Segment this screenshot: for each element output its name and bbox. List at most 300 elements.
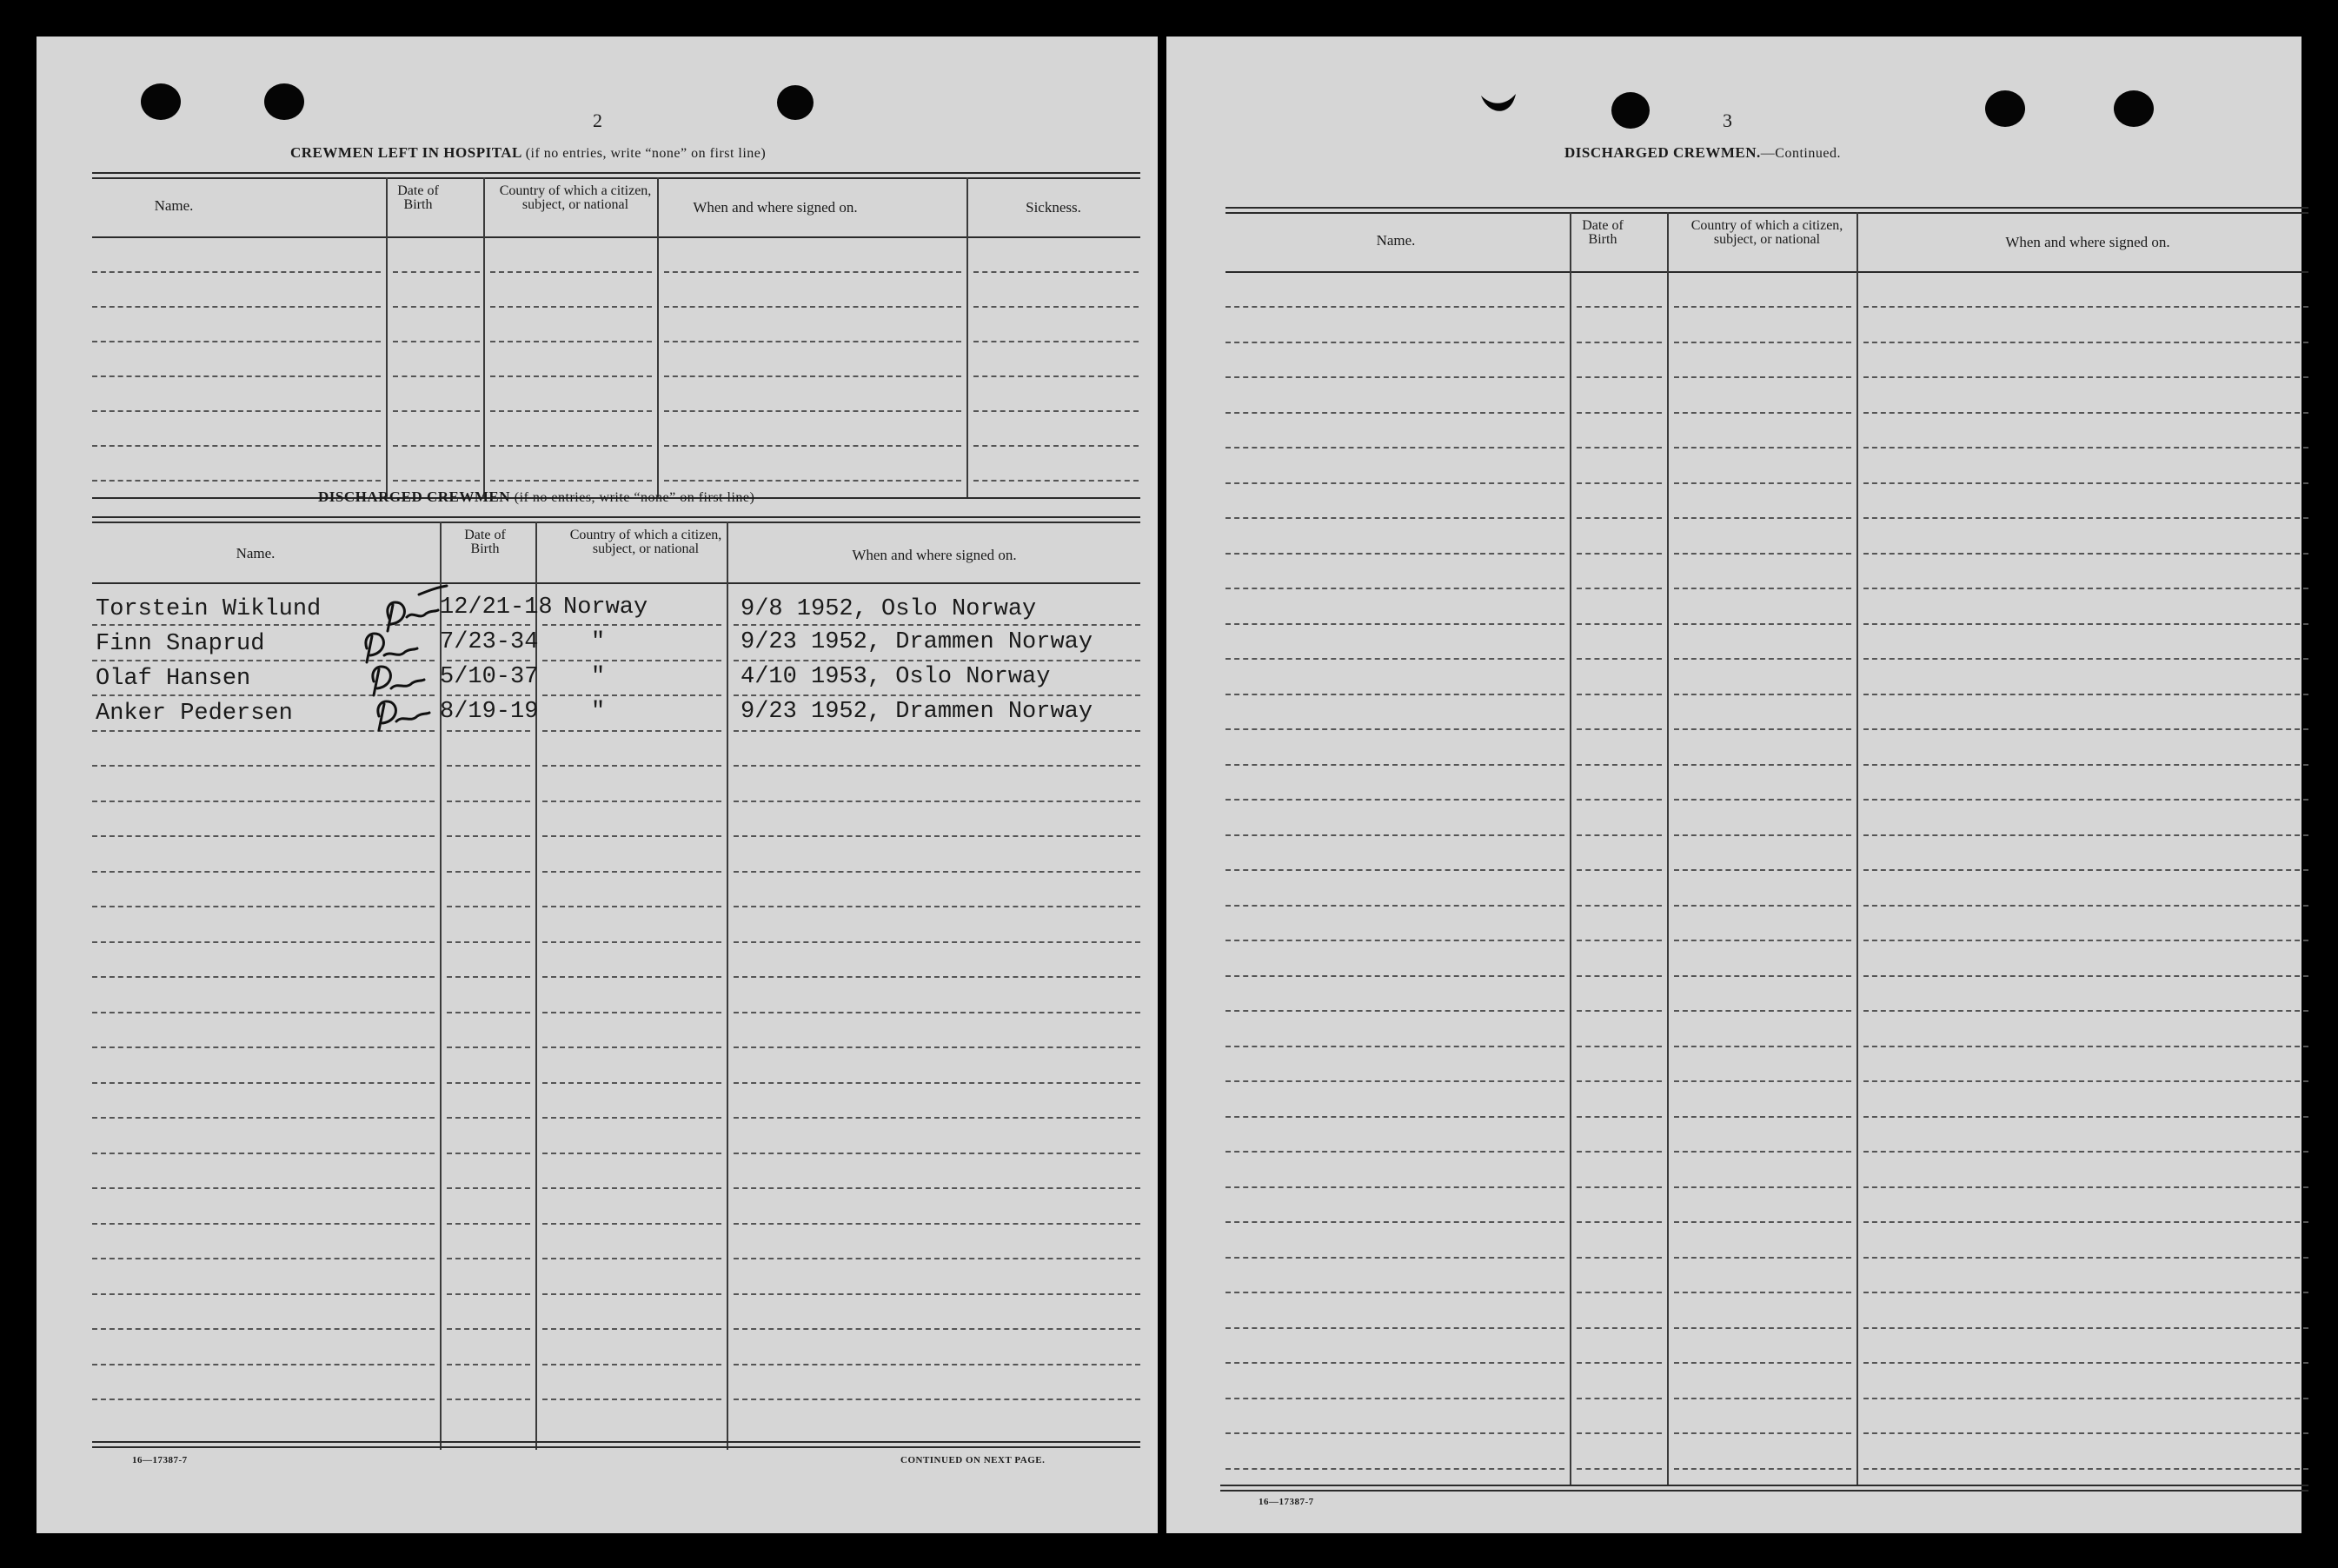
punch-hole xyxy=(264,83,304,120)
ruled-line xyxy=(542,1258,721,1259)
ruled-line xyxy=(393,306,480,308)
ruled-line xyxy=(1674,905,1851,907)
ruled-line xyxy=(1225,306,1564,308)
ruled-line xyxy=(92,1046,435,1048)
ruled-line xyxy=(1225,517,1564,519)
ruled-line xyxy=(1577,1257,1662,1259)
ruled-line xyxy=(1863,694,2308,695)
ruled-line xyxy=(1225,1010,1564,1012)
ruled-line xyxy=(542,1364,721,1365)
ruled-line xyxy=(1577,1221,1662,1223)
ruled-line xyxy=(1674,799,1851,801)
ruled-line xyxy=(92,480,381,482)
ruled-line xyxy=(1863,588,2308,589)
ruled-line xyxy=(1863,1010,2308,1012)
ruled-line xyxy=(973,410,1139,412)
ruled-line xyxy=(1863,1221,2308,1223)
ruled-line xyxy=(973,306,1139,308)
ruled-line xyxy=(1225,623,1564,625)
title-text: DISCHARGED CREWMEN. xyxy=(1564,144,1761,161)
crew-dob: 8/19-19 xyxy=(440,699,539,725)
ruled-line xyxy=(1577,658,1662,660)
punch-hole xyxy=(1479,89,1518,118)
ruled-line xyxy=(1674,869,1851,871)
hospital-header-signed: When and where signed on. xyxy=(693,199,858,216)
ruled-line xyxy=(1674,412,1851,414)
ruled-line xyxy=(1577,1292,1662,1293)
ruled-line xyxy=(1674,1221,1851,1223)
ruled-line xyxy=(1577,588,1662,589)
ruled-line xyxy=(664,271,961,273)
ruled-line xyxy=(1577,1398,1662,1399)
ruled-line xyxy=(1225,905,1564,907)
ruled-line xyxy=(1674,623,1851,625)
ruled-line xyxy=(447,1153,530,1154)
ruled-line xyxy=(1577,905,1662,907)
ruled-line xyxy=(1863,376,2308,378)
ruled-line xyxy=(1577,764,1662,766)
ruled-line xyxy=(1577,447,1662,448)
right-form-page xyxy=(1166,37,2301,1533)
ruled-line xyxy=(1674,694,1851,695)
ruled-line xyxy=(664,306,961,308)
ruled-line xyxy=(1577,1116,1662,1118)
ruled-line xyxy=(1577,517,1662,519)
ruled-line xyxy=(664,341,961,342)
ruled-line xyxy=(490,375,652,377)
ruled-line xyxy=(664,410,961,412)
ruled-line xyxy=(447,1046,530,1048)
ruled-line xyxy=(734,1293,1140,1295)
ruled-line xyxy=(92,1364,435,1365)
ruled-line xyxy=(542,1153,721,1154)
ruled-line xyxy=(92,1328,435,1330)
ruled-line xyxy=(1225,975,1564,977)
ruled-line xyxy=(92,1223,435,1225)
ruled-line xyxy=(447,906,530,907)
ruled-line xyxy=(1225,1362,1564,1364)
ruled-line xyxy=(734,906,1140,907)
ruled-line xyxy=(1225,1432,1564,1434)
ruled-line xyxy=(447,1187,530,1189)
ruled-line xyxy=(393,410,480,412)
ruled-line xyxy=(1863,1362,2308,1364)
ruled-line xyxy=(447,1117,530,1119)
crew-country: " xyxy=(591,664,606,690)
ruled-line xyxy=(973,480,1139,482)
ruled-line xyxy=(447,1012,530,1013)
hospital-title-note: (if no entries, write “none” on first line) xyxy=(525,146,767,161)
ruled-line xyxy=(92,1293,435,1295)
ruled-line xyxy=(92,1153,435,1154)
ruled-line xyxy=(393,480,480,482)
ruled-line xyxy=(1674,1327,1851,1329)
ruled-line xyxy=(1225,1046,1564,1047)
ruled-line xyxy=(542,941,721,943)
ruled-line xyxy=(1674,553,1851,555)
ruled-line xyxy=(92,410,381,412)
page-number: 2 xyxy=(593,110,602,131)
punch-hole xyxy=(2114,90,2154,127)
ruled-line xyxy=(1674,728,1851,730)
ruled-line xyxy=(1577,553,1662,555)
ruled-line xyxy=(734,624,1140,626)
ruled-line xyxy=(1577,728,1662,730)
ruled-line xyxy=(92,271,381,273)
ruled-line xyxy=(542,1012,721,1013)
ruled-line xyxy=(1674,1257,1851,1259)
ruled-line xyxy=(92,1187,435,1189)
ruled-line xyxy=(542,1117,721,1119)
crew-signed-on: 9/23 1952, Drammen Norway xyxy=(741,699,1093,725)
ruled-line xyxy=(1225,694,1564,695)
handwritten-marks xyxy=(332,568,462,777)
ruled-line xyxy=(542,1328,721,1330)
ruled-line xyxy=(1863,799,2308,801)
ruled-line xyxy=(1577,1080,1662,1082)
ruled-line xyxy=(734,694,1140,696)
ruled-line xyxy=(734,1046,1140,1048)
ruled-line xyxy=(1225,482,1564,484)
ruled-line xyxy=(734,1012,1140,1013)
ruled-line xyxy=(1674,1292,1851,1293)
ruled-line xyxy=(490,341,652,342)
crew-signed-on: 9/23 1952, Drammen Norway xyxy=(741,629,1093,655)
ruled-line xyxy=(1577,1327,1662,1329)
ruled-line xyxy=(1225,728,1564,730)
ruled-line xyxy=(1674,1398,1851,1399)
punch-hole xyxy=(1611,92,1650,129)
ruled-line xyxy=(447,1399,530,1400)
ruled-line xyxy=(1225,799,1564,801)
ruled-line xyxy=(1674,342,1851,343)
ruled-line xyxy=(1225,1468,1564,1470)
ruled-line xyxy=(973,271,1139,273)
ruled-line xyxy=(1863,1151,2308,1153)
ruled-line xyxy=(447,1223,530,1225)
ruled-line xyxy=(447,835,530,837)
ruled-line xyxy=(542,1187,721,1189)
ruled-line xyxy=(1577,482,1662,484)
ruled-line xyxy=(1863,1080,2308,1082)
ruled-line xyxy=(447,1328,530,1330)
crew-name: Finn Snaprud xyxy=(96,631,265,657)
ruled-line xyxy=(1225,1116,1564,1118)
ruled-line xyxy=(1577,376,1662,378)
ruled-line xyxy=(1577,1432,1662,1434)
ruled-line xyxy=(1674,447,1851,448)
ruled-line xyxy=(1577,975,1662,977)
ruled-line xyxy=(1577,306,1662,308)
ruled-line xyxy=(734,835,1140,837)
ruled-line xyxy=(1225,1080,1564,1082)
ruled-line xyxy=(1225,412,1564,414)
punch-hole xyxy=(777,85,814,120)
ruled-line xyxy=(92,375,381,377)
ruled-line xyxy=(490,306,652,308)
ruled-line xyxy=(1674,658,1851,660)
crew-country: " xyxy=(591,699,606,725)
ruled-line xyxy=(92,871,435,873)
ruled-line xyxy=(542,1399,721,1400)
ruled-line xyxy=(92,1258,435,1259)
ruled-line xyxy=(1674,1046,1851,1047)
ruled-line xyxy=(1863,1046,2308,1047)
ruled-line xyxy=(1577,623,1662,625)
ruled-line xyxy=(542,1223,721,1225)
ruled-line xyxy=(734,1153,1140,1154)
ruled-line xyxy=(734,765,1140,767)
ruled-line xyxy=(490,445,652,447)
crew-name: Anker Pedersen xyxy=(96,701,293,727)
ruled-line xyxy=(1577,1046,1662,1047)
ruled-line xyxy=(1225,940,1564,941)
ruled-line xyxy=(1863,975,2308,977)
ruled-line xyxy=(1674,1432,1851,1434)
ruled-line xyxy=(542,1082,721,1084)
ruled-line xyxy=(1577,412,1662,414)
ruled-line xyxy=(447,801,530,802)
ruled-line xyxy=(1225,1327,1564,1329)
ruled-line xyxy=(1674,1468,1851,1470)
ruled-line xyxy=(1863,728,2308,730)
ruled-line xyxy=(1674,940,1851,941)
ruled-line xyxy=(1674,588,1851,589)
ruled-line xyxy=(1225,376,1564,378)
ruled-line xyxy=(1674,1151,1851,1153)
title-continued: —Continued. xyxy=(1760,146,1841,161)
ruled-line xyxy=(1674,1010,1851,1012)
ruled-line xyxy=(734,660,1140,661)
hospital-header-sickness: Sickness. xyxy=(1026,199,1081,216)
ruled-line xyxy=(1577,799,1662,801)
ruled-line xyxy=(1674,482,1851,484)
ruled-line xyxy=(1225,1151,1564,1153)
ruled-line xyxy=(1863,869,2308,871)
ruled-line xyxy=(1577,694,1662,695)
ruled-line xyxy=(542,694,721,696)
crew-dob: 7/23-34 xyxy=(440,629,539,655)
ruled-line xyxy=(664,445,961,447)
ruled-line xyxy=(664,480,961,482)
ruled-line xyxy=(734,1328,1140,1330)
ruled-line xyxy=(1674,1186,1851,1188)
ruled-line xyxy=(1863,1186,2308,1188)
crew-dob: 12/21-18 xyxy=(440,595,553,621)
ruled-line xyxy=(1225,1257,1564,1259)
ruled-line xyxy=(92,341,381,342)
ruled-line xyxy=(734,1082,1140,1084)
ruled-line xyxy=(1863,1257,2308,1259)
ruled-line xyxy=(92,1117,435,1119)
ruled-line xyxy=(734,1258,1140,1259)
ruled-line xyxy=(1674,306,1851,308)
ruled-line xyxy=(1674,1080,1851,1082)
header-dob: Date of Birth xyxy=(1582,218,1624,247)
ruled-line xyxy=(542,624,721,626)
ruled-line xyxy=(92,976,435,978)
ruled-line xyxy=(973,341,1139,342)
ruled-line xyxy=(1863,1116,2308,1118)
ruled-line xyxy=(490,480,652,482)
ruled-line xyxy=(973,445,1139,447)
ruled-line xyxy=(92,445,381,447)
hospital-title-text: CREWMEN LEFT IN HOSPITAL xyxy=(290,144,521,161)
hospital-section-title xyxy=(290,144,766,162)
ruled-line xyxy=(734,871,1140,873)
discharged-header-dob: Date of Birth xyxy=(464,528,506,556)
page-number: 3 xyxy=(1723,110,1732,131)
ruled-line xyxy=(447,1293,530,1295)
ruled-line xyxy=(1225,447,1564,448)
ruled-line xyxy=(1225,1186,1564,1188)
ruled-line xyxy=(1577,1186,1662,1188)
ruled-line xyxy=(1225,1221,1564,1223)
ruled-line xyxy=(1863,834,2308,836)
ruled-line xyxy=(1674,1362,1851,1364)
ruled-line xyxy=(734,941,1140,943)
ruled-line xyxy=(1225,588,1564,589)
ruled-line xyxy=(1225,553,1564,555)
ruled-line xyxy=(542,976,721,978)
ruled-line xyxy=(1863,1432,2308,1434)
discharged-continued-title xyxy=(1564,144,1841,162)
header-signed: When and where signed on. xyxy=(2005,234,2170,250)
ruled-line xyxy=(447,941,530,943)
crew-signed-on: 9/8 1952, Oslo Norway xyxy=(741,596,1037,622)
ruled-line xyxy=(664,375,961,377)
ruled-line xyxy=(393,375,480,377)
ruled-line xyxy=(734,1117,1140,1119)
ruled-line xyxy=(542,906,721,907)
ruled-line xyxy=(1863,517,2308,519)
ruled-line xyxy=(1225,1398,1564,1399)
hospital-header-name: Name. xyxy=(154,197,194,214)
ruled-line xyxy=(973,375,1139,377)
discharged-header-name: Name. xyxy=(236,545,276,561)
crew-signed-on: 4/10 1953, Oslo Norway xyxy=(741,664,1051,690)
ruled-line xyxy=(1577,342,1662,343)
hospital-header-country: Country of which a citizen, subject, or national xyxy=(499,183,652,212)
ruled-line xyxy=(734,976,1140,978)
ruled-line xyxy=(542,1293,721,1295)
ruled-line xyxy=(92,801,435,802)
ruled-line xyxy=(1863,1398,2308,1399)
ruled-line xyxy=(1863,1327,2308,1329)
ruled-line xyxy=(542,1046,721,1048)
crew-country: Norway xyxy=(563,595,648,621)
ruled-line xyxy=(1577,1362,1662,1364)
ruled-line xyxy=(1225,869,1564,871)
discharged-header-signed: When and where signed on. xyxy=(852,547,1017,563)
ruled-line xyxy=(393,445,480,447)
ruled-line xyxy=(92,1012,435,1013)
ruled-line xyxy=(92,1082,435,1084)
ruled-line xyxy=(92,941,435,943)
ruled-line xyxy=(1863,447,2308,448)
ruled-line xyxy=(1577,1010,1662,1012)
ruled-line xyxy=(1225,1292,1564,1293)
ruled-line xyxy=(1674,376,1851,378)
ruled-line xyxy=(1863,1468,2308,1470)
ruled-line xyxy=(92,306,381,308)
ruled-line xyxy=(1225,834,1564,836)
ruled-line xyxy=(1674,764,1851,766)
form-number: 16—17387-7 xyxy=(1259,1497,1314,1507)
ruled-line xyxy=(1863,553,2308,555)
ruled-line xyxy=(1577,1468,1662,1470)
crew-name: Torstein Wiklund xyxy=(96,596,322,622)
ruled-line xyxy=(1863,306,2308,308)
ruled-line xyxy=(734,1364,1140,1365)
ruled-line xyxy=(1674,834,1851,836)
ruled-line xyxy=(1225,658,1564,660)
ruled-line xyxy=(734,801,1140,802)
crew-name: Olaf Hansen xyxy=(96,666,251,692)
ruled-line xyxy=(447,1364,530,1365)
ruled-line xyxy=(1863,482,2308,484)
punch-hole xyxy=(141,83,181,120)
ruled-line xyxy=(1225,764,1564,766)
ruled-line xyxy=(734,1399,1140,1400)
ruled-line xyxy=(542,730,721,732)
ruled-line xyxy=(1863,1292,2308,1293)
ruled-line xyxy=(1863,412,2308,414)
ruled-line xyxy=(1577,940,1662,941)
ruled-line xyxy=(542,871,721,873)
discharged-section-title xyxy=(318,488,754,506)
ruled-line xyxy=(1577,1151,1662,1153)
ruled-line xyxy=(490,271,652,273)
ruled-line xyxy=(1863,623,2308,625)
ruled-line xyxy=(542,660,721,661)
ruled-line xyxy=(1577,834,1662,836)
discharged-header-country: Country of which a citizen, subject, or national xyxy=(569,528,722,556)
ruled-line xyxy=(1863,940,2308,941)
hospital-header-dob: Date of Birth xyxy=(397,183,439,212)
ruled-line xyxy=(447,976,530,978)
left-form-page xyxy=(37,37,1158,1533)
ruled-line xyxy=(1225,342,1564,343)
ruled-line xyxy=(1863,342,2308,343)
header-country: Country of which a citizen, subject, or national xyxy=(1690,218,1843,247)
ruled-line xyxy=(542,801,721,802)
ruled-line xyxy=(1674,1116,1851,1118)
header-name: Name. xyxy=(1376,232,1416,249)
ruled-line xyxy=(490,410,652,412)
ruled-line xyxy=(542,835,721,837)
ruled-line xyxy=(1577,869,1662,871)
discharged-title-text: DISCHARGED CREWMEN xyxy=(318,488,511,505)
ruled-line xyxy=(447,871,530,873)
ruled-line xyxy=(393,271,480,273)
ruled-line xyxy=(1863,764,2308,766)
discharged-title-note: (if no entries, write “none” on first line) xyxy=(514,490,755,505)
ruled-line xyxy=(1674,517,1851,519)
ruled-line xyxy=(1674,975,1851,977)
ruled-line xyxy=(734,1187,1140,1189)
continued-note: CONTINUED ON NEXT PAGE. xyxy=(900,1455,1046,1465)
ruled-line xyxy=(92,835,435,837)
crew-country: " xyxy=(591,629,606,655)
ruled-line xyxy=(734,1223,1140,1225)
ruled-line xyxy=(734,730,1140,732)
ruled-line xyxy=(447,1258,530,1259)
punch-hole xyxy=(1985,90,2025,127)
ruled-line xyxy=(447,1082,530,1084)
ruled-line xyxy=(542,765,721,767)
ruled-line xyxy=(92,1399,435,1400)
